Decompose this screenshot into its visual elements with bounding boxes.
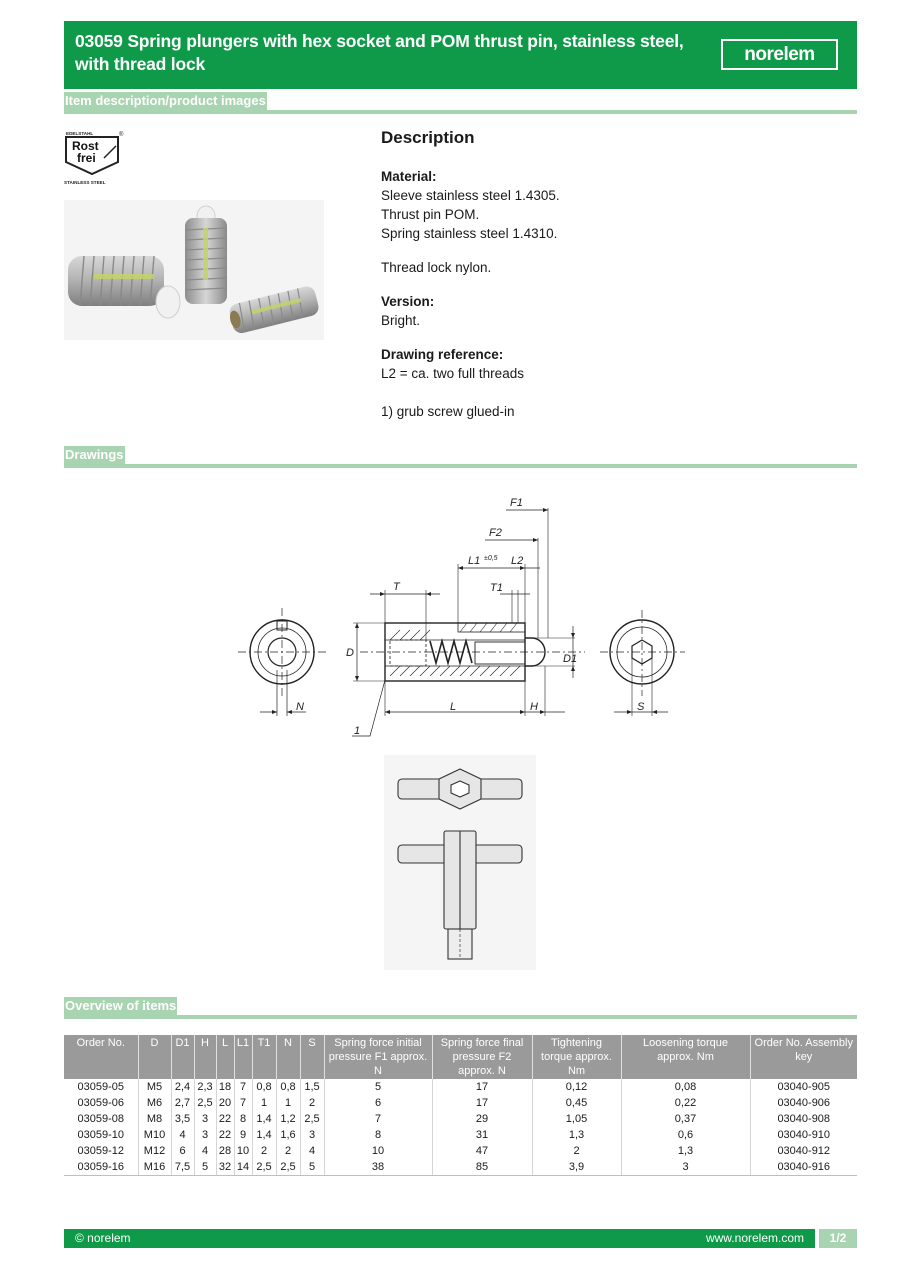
table-cell: 0,6 [621,1127,750,1143]
table-cell: 3 [194,1111,216,1127]
table-row [64,1127,857,1143]
table-cell: 7,5 [171,1159,194,1176]
table-cell: 2,7 [171,1095,194,1111]
table-cell: 1,4 [252,1111,276,1127]
table-cell: 1,4 [252,1127,276,1143]
table-cell: 47 [432,1143,532,1159]
table-cell: M16 [138,1159,171,1176]
table-cell: 20 [216,1095,234,1111]
table-cell: 5 [324,1079,432,1095]
table-cell: 7 [234,1079,252,1095]
table-row [64,1111,857,1127]
table-cell: 03059-12 [64,1143,138,1159]
table-cell: 17 [432,1079,532,1095]
table-cell: 6 [324,1095,432,1111]
table-cell: 5 [194,1159,216,1176]
column-header: N [276,1035,300,1079]
svg-text:±0,5: ±0,5 [484,555,498,562]
svg-text:N: N [296,701,304,713]
table-cell: 03040-910 [777,1129,831,1141]
table-cell: 2 [300,1095,324,1111]
product-image [64,200,324,340]
column-header: Order No. Assembly key [750,1035,857,1079]
column-header: D [138,1035,171,1079]
section-overview [64,997,857,1019]
table-cell: 1,5 [300,1079,324,1095]
svg-text:L2: L2 [511,555,524,567]
table-cell: 0,8 [276,1079,300,1095]
version-heading: Version: [381,294,435,309]
table-cell: 03059-08 [64,1111,138,1127]
drawing-reference-value: L2 = ca. two full threads [381,366,524,381]
column-header: Order No. [64,1035,138,1079]
svg-text:T1: T1 [490,582,503,594]
svg-text:T: T [393,581,400,593]
table-cell: 0,22 [621,1095,750,1111]
right-end-view [600,610,685,716]
plunger-vertical [185,206,227,304]
description-block [381,128,851,421]
material-line: Spring stainless steel 1.4310. [381,226,558,241]
table-cell: 28 [216,1143,234,1159]
column-header: T1 [252,1035,276,1079]
table-cell: 2,5 [252,1159,276,1176]
table-cell: 31 [432,1127,532,1143]
badge-top-text: EDELSTAHL [66,131,94,136]
column-header: Spring force final pressure F2 approx. N [432,1035,532,1079]
footnote: 1) grub screw glued-in [381,404,515,419]
table-cell: 29 [432,1111,532,1127]
column-header: D1 [171,1035,194,1079]
table-cell: 0,8 [252,1079,276,1095]
table-cell: 8 [234,1111,252,1127]
table-cell: M8 [138,1111,171,1127]
assembly-key-drawing [384,755,536,970]
section-item-description [64,92,857,114]
svg-text:L: L [450,701,457,713]
table-cell: 3,5 [171,1111,194,1127]
table-cell: 22 [216,1111,234,1127]
thread-lock-text: Thread lock nylon. [381,260,492,275]
table-cell: 7 [234,1095,252,1111]
column-header: Loosening torque approx. Nm [621,1035,750,1079]
table-header-row [64,1035,857,1079]
table-cell: 1,05 [532,1111,621,1127]
svg-text:L1: L1 [468,555,481,567]
column-header: L1 [234,1035,252,1079]
section-drawings [64,446,857,468]
table-cell: 10 [324,1143,432,1159]
section-title: Drawings [65,447,124,462]
description-title: Description [381,128,475,147]
table-cell: 03040-908 [777,1113,831,1125]
norelem-logo: norelem [721,39,838,70]
column-header: Spring force initial pressure F1 approx. N [324,1035,432,1079]
table-row [64,1143,857,1159]
column-header: L [216,1035,234,1079]
table-cell: 9 [234,1127,252,1143]
table-cell: 3 [194,1127,216,1143]
table-cell: 1 [252,1095,276,1111]
page-title: 03059 Spring plungers with hex socket and POM thrust pin, stainless steel, with thread lock [75,31,684,74]
svg-text:F2: F2 [489,527,502,539]
table-cell: 5 [300,1159,324,1176]
table-cell: 2,5 [300,1111,324,1127]
table-cell: 38 [324,1159,432,1176]
website-link[interactable]: www.norelem.com [705,1231,804,1245]
version-block [381,292,851,330]
material-line: Thrust pin POM. [381,207,480,222]
table-cell: 1,3 [621,1143,750,1159]
svg-text:®: ® [119,132,124,138]
svg-text:D1: D1 [563,653,578,665]
table-cell: M12 [138,1143,171,1159]
table-cell: 03040-905 [777,1081,831,1093]
badge-line2: frei [77,151,96,165]
drawing-reference-block [381,345,851,383]
table-cell: 85 [432,1159,532,1176]
table-cell: 2 [532,1143,621,1159]
table-cell: M6 [138,1095,171,1111]
table-cell: 4 [300,1143,324,1159]
column-header: H [194,1035,216,1079]
material-block [381,167,851,243]
table-cell: 14 [234,1159,252,1176]
section-title: Overview of items [65,998,177,1013]
table-cell: 3,9 [532,1159,621,1176]
items-table [64,1035,857,1176]
table-row [64,1095,857,1111]
table-cell: 0,12 [532,1079,621,1095]
table-cell: 6 [171,1143,194,1159]
table-row [64,1159,857,1176]
stainless-steel-badge [64,128,128,186]
table-cell: 1,3 [532,1127,621,1143]
left-end-view [238,608,328,716]
table-cell: M5 [138,1079,171,1095]
side-view [346,497,585,737]
table-cell: 10 [234,1143,252,1159]
table-cell: 03059-16 [64,1159,138,1176]
table-cell: 8 [324,1127,432,1143]
page-footer [64,1229,857,1248]
table-cell: 03040-916 [750,1159,857,1176]
column-header: Tightening torque approx. Nm [532,1035,621,1079]
table-cell: 03059-05 [64,1079,138,1095]
material-heading: Material: [381,169,437,184]
table-cell: 22 [216,1127,234,1143]
table-cell: 18 [216,1079,234,1095]
table-cell: M10 [138,1127,171,1143]
table-cell: 0,45 [532,1095,621,1111]
table-cell: 0,37 [621,1111,750,1127]
table-cell: 2,5 [194,1095,216,1111]
table-cell: 03040-912 [777,1145,831,1157]
table-cell: 03059-10 [64,1127,138,1143]
table-cell: 2 [252,1143,276,1159]
table-row [64,1079,857,1095]
svg-text:S: S [637,701,645,713]
table-cell: 2,5 [276,1159,300,1176]
table-cell: 2,3 [194,1079,216,1095]
table-cell: 3 [621,1159,750,1176]
svg-text:H: H [530,701,538,713]
page-number: 1/2 [819,1229,857,1248]
copyright: © norelem [75,1231,131,1245]
table-cell: 17 [432,1095,532,1111]
table-cell: 0,08 [621,1079,750,1095]
table-cell: 1,2 [276,1111,300,1127]
section-title: Item description/product images [65,93,266,108]
material-line: Sleeve stainless steel 1.4305. [381,188,560,203]
table-cell: 4 [171,1127,194,1143]
table-cell: 1,6 [276,1127,300,1143]
table-cell: 03040-906 [777,1097,831,1109]
column-header: S [300,1035,324,1079]
technical-drawing [230,490,700,750]
page-header [64,21,857,89]
badge-line1: Rost [72,139,99,153]
table-cell: 7 [324,1111,432,1127]
table-cell: 3 [300,1127,324,1143]
table-cell: 03059-06 [64,1095,138,1111]
version-value: Bright. [381,313,421,328]
table-cell: 1 [276,1095,300,1111]
svg-text:D: D [346,647,354,659]
svg-text:F1: F1 [510,497,523,509]
table-cell: 32 [216,1159,234,1176]
table-cell: 4 [194,1143,216,1159]
badge-bottom-text: STAINLESS STEEL [64,180,106,185]
table-cell: 2,4 [171,1079,194,1095]
table-cell: 2 [276,1143,300,1159]
drawing-reference-heading: Drawing reference: [381,347,504,362]
svg-text:1: 1 [354,725,361,737]
